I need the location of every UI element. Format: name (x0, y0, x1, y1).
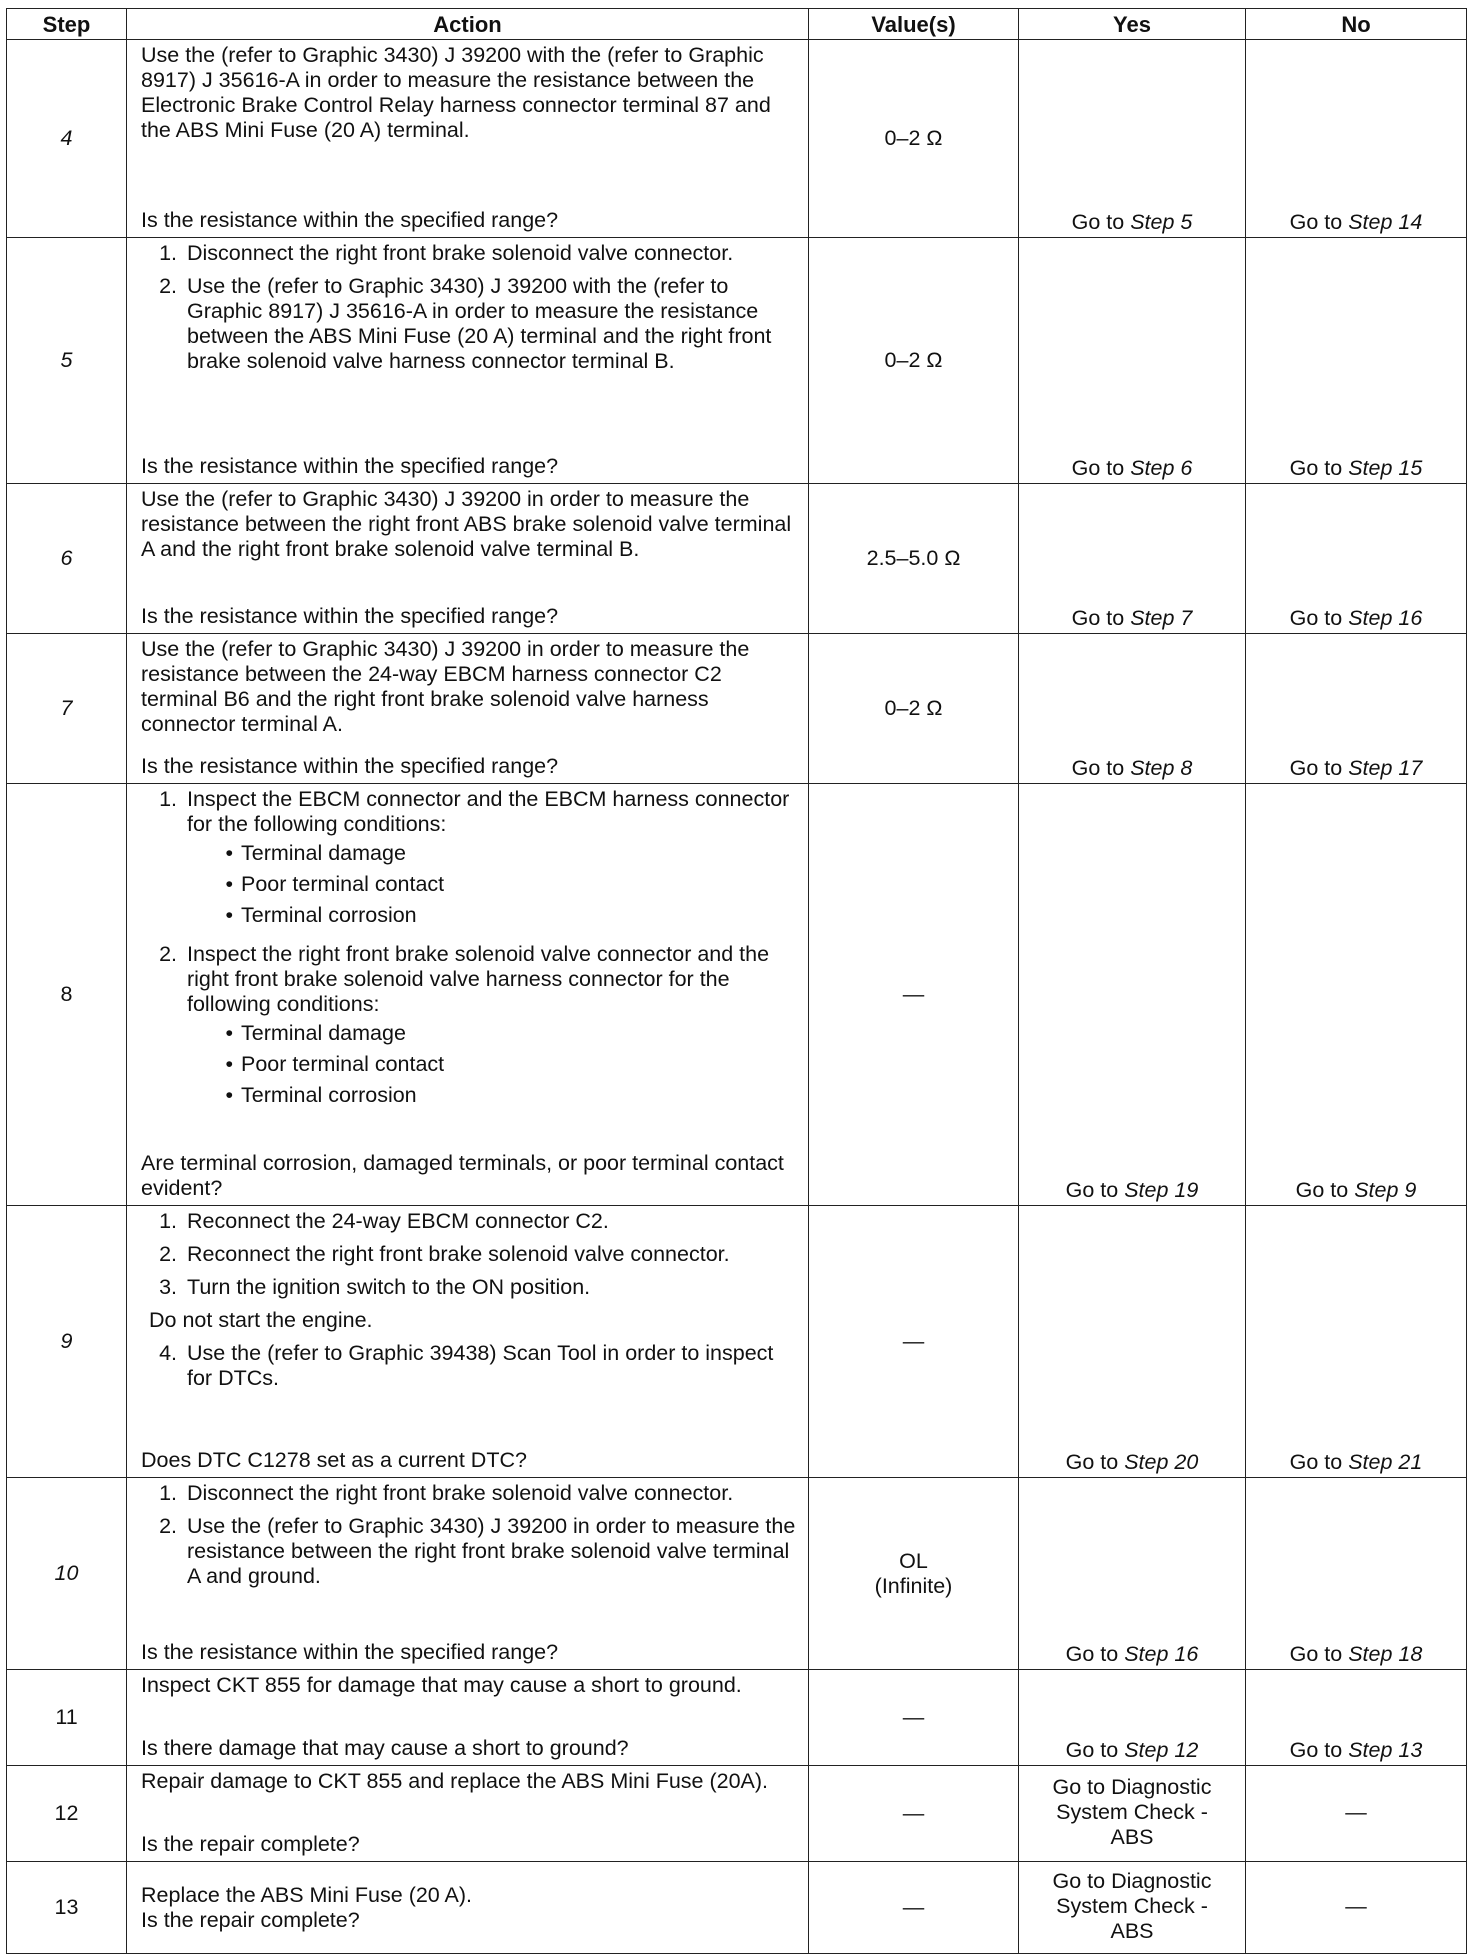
goto-label: Go to (1289, 756, 1343, 780)
table-row (7, 40, 1467, 238)
action-cell (127, 1206, 809, 1478)
action-text: Replace the ABS Mini Fuse (20 A). (141, 1883, 473, 1907)
list-item (141, 274, 800, 374)
header-no: No (1246, 9, 1467, 40)
action-cell (127, 1670, 809, 1766)
bullet-item: • Poor terminal contact (225, 872, 445, 896)
value-cell (809, 1478, 1019, 1670)
step-number: 9 (7, 1206, 127, 1478)
action-question: Is the resistance within the specified range? (141, 604, 559, 628)
numbered-list (141, 787, 800, 1122)
bullet-text: Poor terminal contact (241, 872, 445, 896)
action-question: Is the repair complete? (141, 1832, 360, 1856)
value-cell: 0–2 Ω (809, 40, 1019, 238)
no-step-link[interactable]: Step 18 (1348, 1642, 1423, 1666)
item-text: Inspect the EBCM connector and the EBCM harness connector for the following conditions: (187, 787, 790, 836)
step-number: 10 (7, 1478, 127, 1670)
yes-step-link[interactable]: Step 12 (1124, 1738, 1199, 1762)
list-item (141, 1275, 800, 1300)
no-step-link[interactable]: Step 21 (1348, 1450, 1423, 1474)
action-text: Use the (refer to Graphic 3430) J 39200 in order to measure the resistance between the right front ABS brake solenoid valve terminal A and the right front brake solenoid valve terminal B. (141, 487, 792, 561)
header-action: Action (127, 9, 809, 40)
yes-cell (1019, 1478, 1246, 1670)
step-number: 5 (7, 238, 127, 484)
no-step-link[interactable]: Step 13 (1348, 1738, 1423, 1762)
no-cell (1246, 784, 1467, 1206)
item-text: Use the (refer to Graphic 3430) J 39200 with the (refer to Graphic 8917) J 35616-A in order to measure the resistance between the ABS Mini Fuse (20 A) terminal and the right front brake solenoid valve harness connector terminal B. (187, 274, 772, 373)
goto-label: Go to (1289, 606, 1343, 630)
table-row (7, 784, 1467, 1206)
goto-label: Go to (1071, 210, 1125, 234)
yes-step-link[interactable]: Step 6 (1130, 456, 1193, 480)
item-number: 1. (159, 1481, 177, 1505)
goto-label: Go to (1065, 1450, 1119, 1474)
goto-label: Go to (1065, 1738, 1119, 1762)
no-step-link[interactable]: Step 17 (1348, 756, 1423, 780)
action-text: Repair damage to CKT 855 and replace the ABS Mini Fuse (20A). (141, 1769, 769, 1793)
step-number: 11 (7, 1670, 127, 1766)
item-text: Reconnect the 24-way EBCM connector C2. (187, 1209, 609, 1233)
table-row (7, 1766, 1467, 1862)
table-header-row (7, 9, 1467, 40)
value-line: OL (899, 1548, 928, 1573)
no-step-link[interactable]: Step 14 (1348, 210, 1423, 234)
item-text: Inspect the right front brake solenoid valve connector and the right front brake solenoid valve harness connector for the following conditions: (187, 942, 770, 1016)
action-text: Use the (refer to Graphic 3430) J 39200 in order to measure the resistance between the 24-way EBCM harness connector C2 terminal B6 and the right front brake solenoid valve harness connector terminal A. (141, 637, 750, 736)
action-cell (127, 784, 809, 1206)
action-question: Is the repair complete? (141, 1908, 360, 1932)
step-number: 4 (7, 40, 127, 238)
numbered-list (141, 241, 800, 382)
yes-cell (1019, 1862, 1246, 1954)
value-cell: — (809, 1206, 1019, 1478)
no-step-link[interactable]: Step 9 (1354, 1178, 1417, 1202)
goto-label: Go to (1071, 456, 1125, 480)
step-number: 8 (7, 784, 127, 1206)
list-item (141, 1481, 800, 1506)
diagnostic-check-link[interactable]: Go to Diagnostic System Check - ABS (1052, 1775, 1212, 1849)
action-question: Is there damage that may cause a short to ground? (141, 1736, 629, 1760)
yes-cell (1019, 634, 1246, 784)
bullet-text: Terminal corrosion (241, 1083, 417, 1107)
list-item (141, 942, 800, 1114)
item-number: 1. (159, 1209, 177, 1233)
goto-label: Go to (1071, 606, 1125, 630)
item-text: Use the (refer to Graphic 3430) J 39200 in order to measure the resistance between the right front brake solenoid valve terminal A and ground. (187, 1514, 796, 1588)
item-text: Reconnect the right front brake solenoid valve connector. (187, 1242, 730, 1266)
step-number: 7 (7, 634, 127, 784)
goto-label: Go to (1289, 1450, 1343, 1474)
yes-cell (1019, 784, 1246, 1206)
item-number: 2. (159, 274, 177, 298)
bullet-text: Poor terminal contact (241, 1052, 445, 1076)
action-question: Is the resistance within the specified range? (141, 208, 559, 232)
value-cell: — (809, 1766, 1019, 1862)
yes-cell (1019, 1766, 1246, 1862)
step-number: 12 (7, 1766, 127, 1862)
yes-cell (1019, 1670, 1246, 1766)
no-cell: — (1246, 1862, 1467, 1954)
table-row (7, 484, 1467, 634)
goto-label: Go to (1065, 1178, 1119, 1202)
yes-cell (1019, 238, 1246, 484)
action-question: Is the resistance within the specified range? (141, 1640, 559, 1664)
no-step-link[interactable]: Step 15 (1348, 456, 1423, 480)
step-number: 6 (7, 484, 127, 634)
bullet-text: Terminal corrosion (241, 903, 417, 927)
action-question: Is the resistance within the specified range? (141, 754, 559, 778)
goto-label: Go to (1289, 210, 1343, 234)
action-cell (127, 238, 809, 484)
list-item (141, 1341, 800, 1391)
list-item (141, 1242, 800, 1267)
no-cell: — (1246, 1766, 1467, 1862)
header-step: Step (7, 9, 127, 40)
table-row (7, 238, 1467, 484)
yes-step-link[interactable]: Step 5 (1130, 210, 1193, 234)
goto-label: Go to (1289, 1738, 1343, 1762)
item-number: 2. (159, 1514, 177, 1538)
bullet-item: • Terminal corrosion (225, 903, 417, 927)
yes-cell (1019, 1206, 1246, 1478)
action-cell (127, 1478, 809, 1670)
item-number: 2. (159, 1242, 177, 1266)
item-text: Turn the ignition switch to the ON position. (187, 1275, 591, 1299)
item-text: Use the (refer to Graphic 39438) Scan Tool in order to inspect for DTCs. (187, 1341, 774, 1390)
action-cell (127, 40, 809, 238)
yes-cell (1019, 40, 1246, 238)
bullet-text: Terminal damage (241, 841, 406, 865)
item-number: 1. (159, 241, 177, 265)
item-number: 1. (159, 787, 177, 811)
bullet-item: • Terminal damage (225, 841, 406, 865)
action-text: Use the (refer to Graphic 3430) J 39200 with the (refer to Graphic 8917) J 35616-A in order to measure the resistance between the Electronic Brake Control Relay harness connector terminal 87 and the ABS Mini Fuse (20 A) terminal. (141, 43, 771, 142)
yes-step-link[interactable]: Step 19 (1124, 1178, 1199, 1202)
bullet-list (151, 1021, 800, 1108)
goto-label: Go to (1071, 756, 1125, 780)
item-text: Disconnect the right front brake solenoid valve connector. (187, 241, 734, 265)
value-cell: 0–2 Ω (809, 238, 1019, 484)
action-cell (127, 634, 809, 784)
no-cell (1246, 40, 1467, 238)
goto-label: Go to (1289, 1642, 1343, 1666)
action-cell (127, 1862, 809, 1954)
action-question: Are terminal corrosion, damaged terminals, or poor terminal contact evident? (141, 1151, 784, 1200)
yes-step-link[interactable]: Step 8 (1130, 756, 1193, 780)
no-cell (1246, 1478, 1467, 1670)
item-number: 4. (159, 1341, 177, 1365)
item-number: 3. (159, 1275, 177, 1299)
table-row (7, 1206, 1467, 1478)
diagnostic-check-link[interactable]: Go to Diagnostic System Check - ABS (1052, 1869, 1212, 1943)
numbered-list (141, 1481, 800, 1597)
action-cell (127, 484, 809, 634)
yes-step-link[interactable]: Step 7 (1130, 606, 1193, 630)
list-item (141, 1514, 800, 1589)
bullet-item: • Poor terminal contact (225, 1052, 445, 1076)
value-cell: 0–2 Ω (809, 634, 1019, 784)
list-item (141, 787, 800, 934)
bullet-list (151, 841, 800, 928)
value-cell: — (809, 1862, 1019, 1954)
table-row (7, 1862, 1467, 1954)
item-number: 2. (159, 942, 177, 966)
yes-step-link[interactable]: Step 20 (1124, 1450, 1199, 1474)
action-question: Does DTC C1278 set as a current DTC? (141, 1448, 527, 1472)
no-cell (1246, 634, 1467, 784)
bullet-item: • Terminal corrosion (225, 1083, 417, 1107)
value-line: (Infinite) (874, 1573, 953, 1598)
list-item (141, 1209, 800, 1234)
value-cell: 2.5–5.0 Ω (809, 484, 1019, 634)
yes-step-link[interactable]: Step 16 (1124, 1642, 1199, 1666)
numbered-list (141, 1209, 800, 1399)
list-note: Do not start the engine. (149, 1308, 373, 1332)
no-cell (1246, 1670, 1467, 1766)
goto-label: Go to (1289, 456, 1343, 480)
table-row (7, 1670, 1467, 1766)
goto-label: Go to (1065, 1642, 1119, 1666)
action-cell (127, 1766, 809, 1862)
bullet-item: • Terminal damage (225, 1021, 406, 1045)
no-cell (1246, 1206, 1467, 1478)
yes-cell (1019, 484, 1246, 634)
item-text: Disconnect the right front brake solenoid valve connector. (187, 1481, 734, 1505)
step-number: 13 (7, 1862, 127, 1954)
table-row (7, 634, 1467, 784)
no-step-link[interactable]: Step 16 (1348, 606, 1423, 630)
action-text: Inspect CKT 855 for damage that may cause a short to ground. (141, 1673, 742, 1697)
diagnostic-table (6, 8, 1467, 1954)
value-cell: — (809, 1670, 1019, 1766)
header-yes: Yes (1019, 9, 1246, 40)
no-cell (1246, 484, 1467, 634)
list-item (141, 241, 800, 266)
no-cell (1246, 238, 1467, 484)
bullet-text: Terminal damage (241, 1021, 406, 1045)
value-cell: — (809, 784, 1019, 1206)
table-row (7, 1478, 1467, 1670)
action-question: Is the resistance within the specified range? (141, 454, 559, 478)
header-values: Value(s) (809, 9, 1019, 40)
goto-label: Go to (1295, 1178, 1349, 1202)
